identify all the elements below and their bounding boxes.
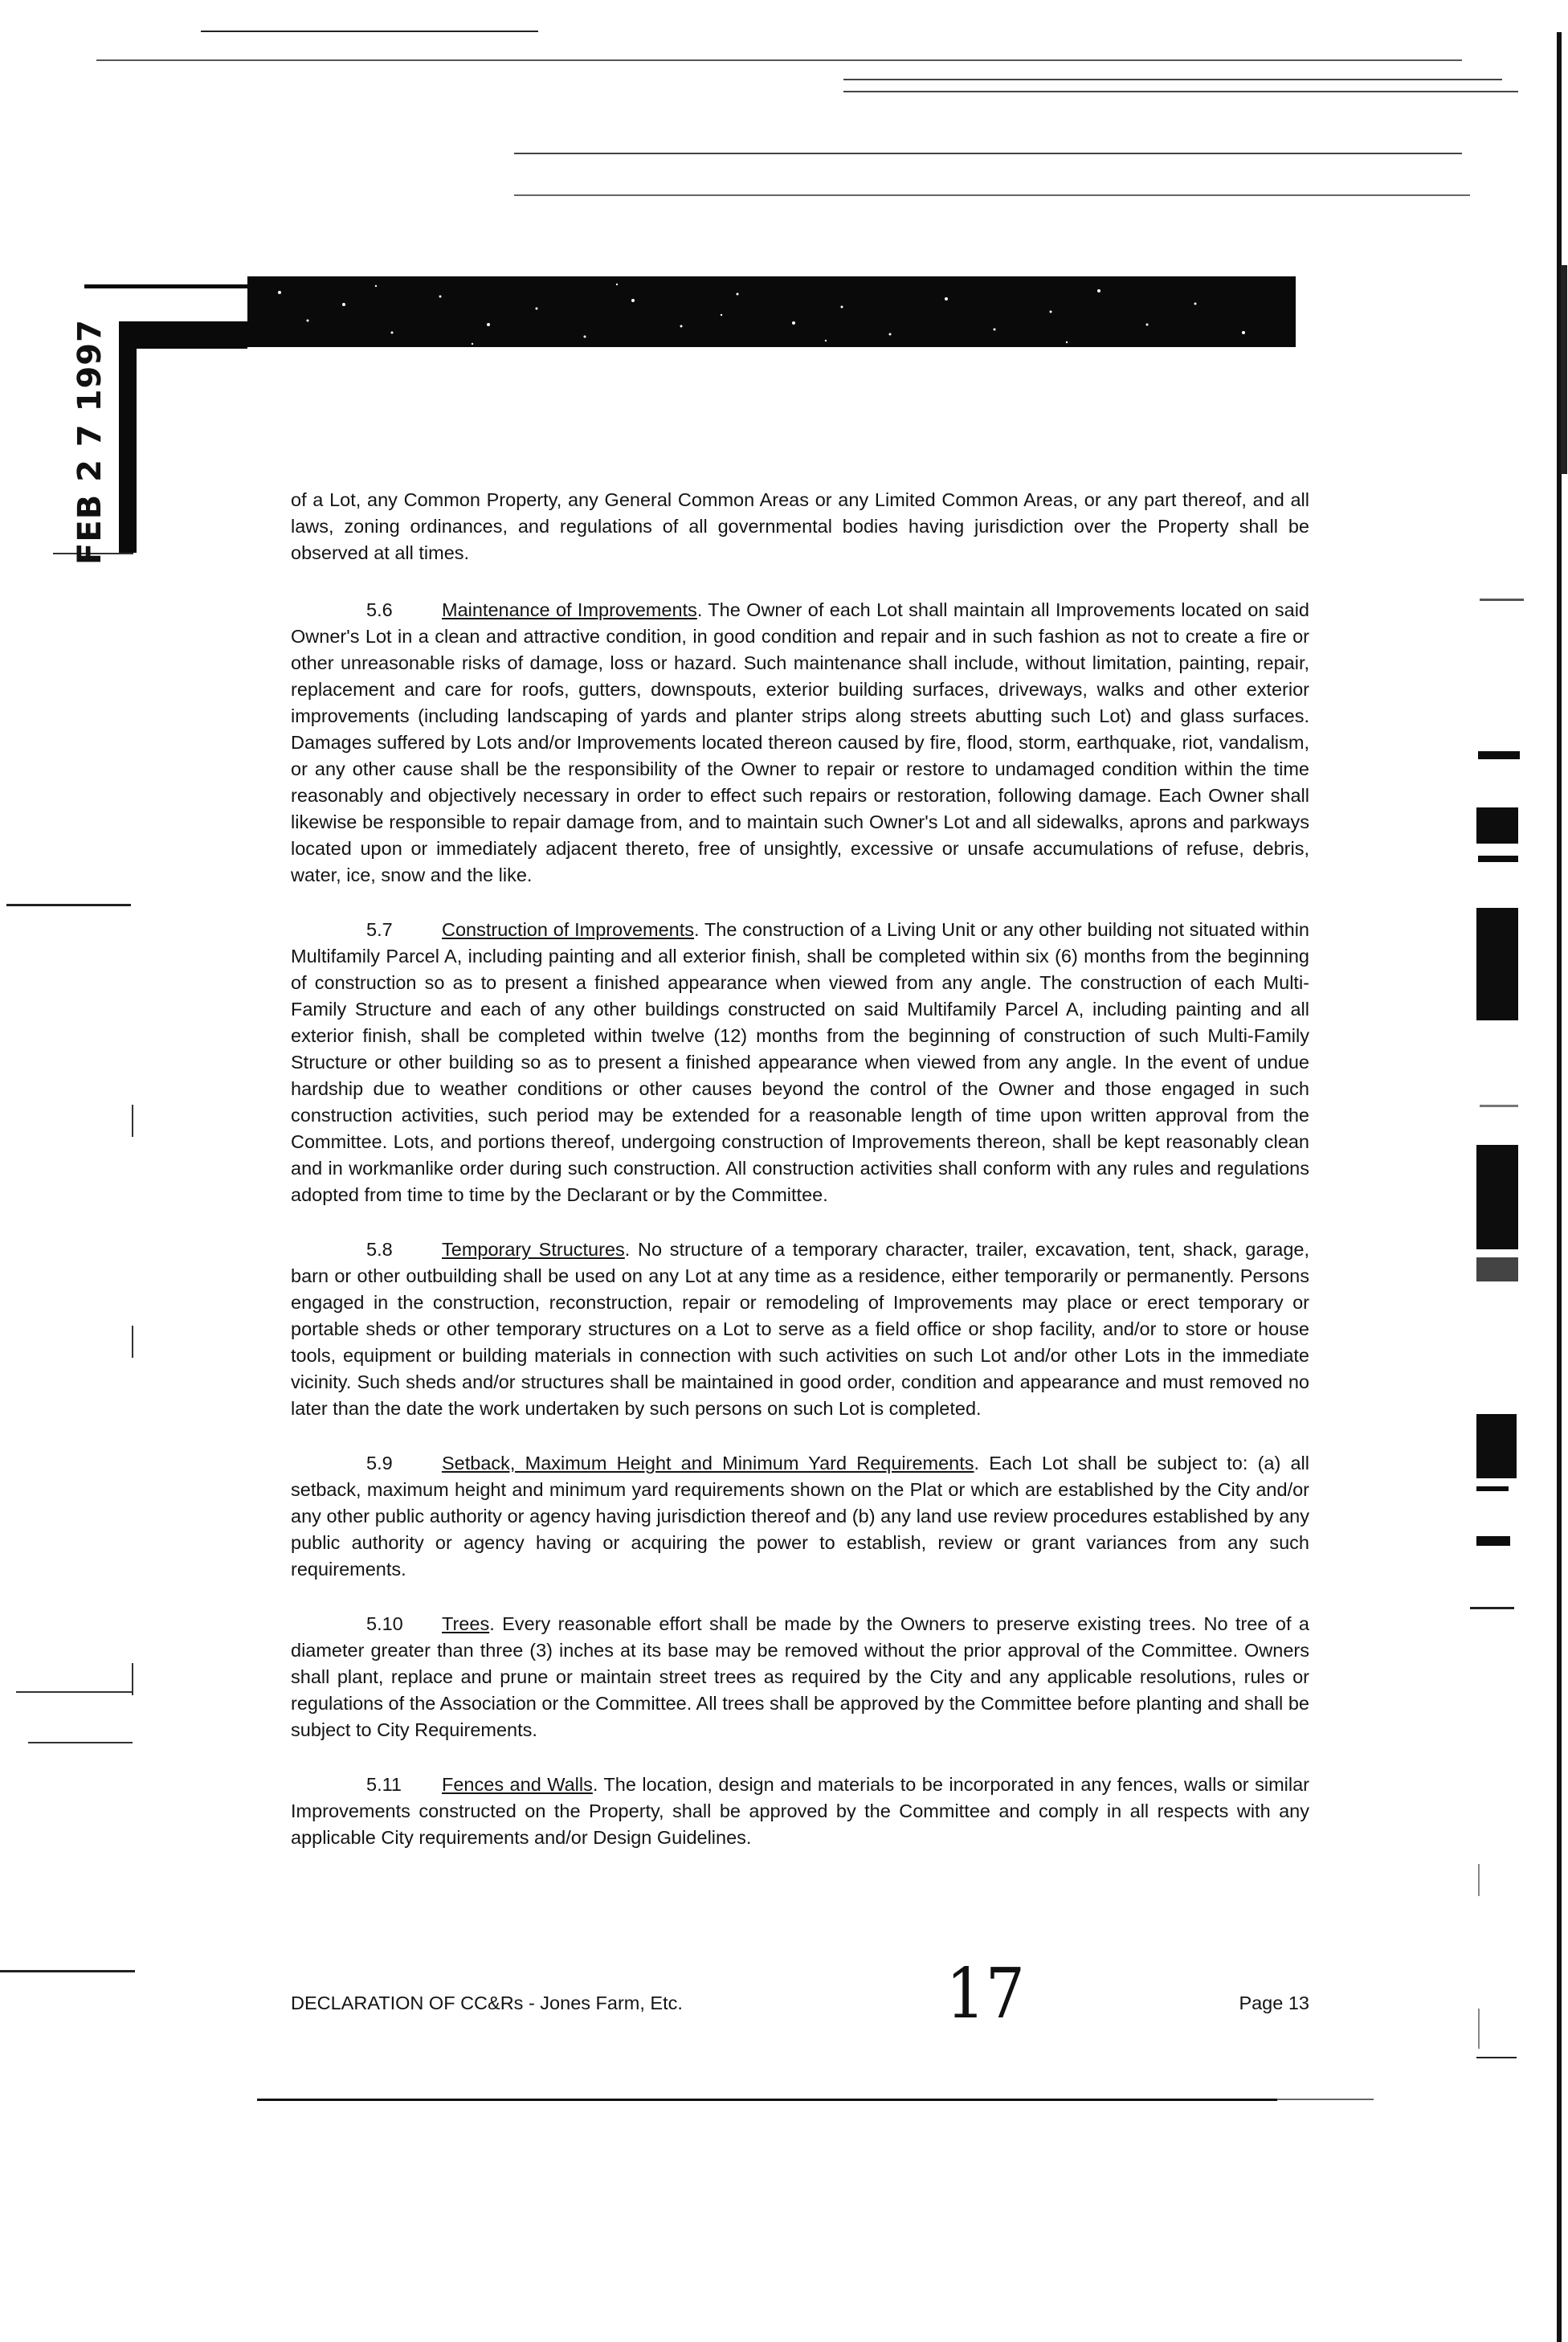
scan-mark [1480, 1105, 1518, 1107]
scan-mark [1478, 856, 1518, 862]
scan-line [16, 1691, 133, 1693]
scan-mark [132, 1105, 133, 1137]
scan-line [6, 904, 131, 906]
scan-right-edge [1561, 265, 1567, 474]
scan-speckles [247, 276, 1296, 347]
section-heading: Maintenance of Improvements [442, 599, 697, 620]
paragraph-text: of a Lot, any Common Property, any General Common Areas or any Limited Common Areas, or any part thereof, and all laws, zoning ordinances, and regulations of all governmental bodies having jurisdiction over the Property shall be observed at all times. [291, 489, 1309, 563]
document-body [291, 487, 1309, 1879]
scan-mark [1480, 599, 1524, 601]
section-text: . Each Lot shall be subject to: (a) all setback, maximum height and minimum yard requirements shown on the Plat or which are established by the City and/or any other public authority or agency having jurisdiction thereof and (b) any land use review procedures established by any public authority or agency having or acquiring the power to establish, review or grant variances from any such requirements. [291, 1453, 1309, 1580]
section-heading: Temporary Structures [442, 1239, 625, 1260]
section-text: . No structure of a temporary character, trailer, excavation, tent, shack, garage, barn or other outbuilding shall be used on any Lot at any time as a residence, either temporarily or permanently. Persons engaged in the construction, reconstruction, repair or remodeling of Improvements may place or erect temporary or portable sheds or other temporary structures on a Lot to serve as a field office or shop facility, and/or to store or house tools, equipment or building materials in connection with such activities on such Lot and/or other Lots in the immediate vicinity. Such sheds and/or structures shall be maintained in good order, condition and appearance and must removed no later than the date the work undertaken by such persons on such Lot is completed. [291, 1239, 1309, 1419]
scan-mark [1478, 2009, 1480, 2049]
scan-mark [1476, 807, 1518, 844]
scan-mark [1478, 1864, 1480, 1896]
scan-mark [1476, 1257, 1518, 1281]
scan-line [201, 31, 538, 32]
scan-mark [132, 1326, 133, 1358]
scan-mark [1476, 2057, 1517, 2058]
footer-page-number: Page 13 [1239, 1993, 1309, 2013]
section-5-10 [291, 1611, 1309, 1743]
section-text: . The construction of a Living Unit or any other building not situated within Multifamily Parcel A, including painting and all exterior finish, shall be completed within six (6) months from the beginning of construction so as to present a finished appearance when viewed from any angle. The construction of each Multi-Family Structure and each of any other buildings constructed on said Multifamily Parcel A, including painting and all exterior finish, shall be completed within twelve (12) months from the beginning of construction of such Multi-Family Structure or other building so as to present a finished appearance when viewed from any angle. In the event of undue hardship due to weather conditions or other causes beyond the control of the Owner and those engaged in such construction activities, such period may be extended for a reasonable length of time upon written approval from the Committee. Lots, and portions thereof, undergoing construction of Improvements thereon, shall be kept reasonably clean and in workmanlike order during such construction. All construction activities shall conform with any rules and regulations adopted from time to time by the Declarant or by the Committee. [291, 919, 1309, 1205]
page-footer [291, 1954, 1309, 2041]
scan-mark [1476, 1536, 1510, 1546]
scan-line [514, 153, 1462, 154]
scan-line [257, 2099, 1277, 2101]
section-heading: Construction of Improvements [442, 919, 695, 940]
section-text: . The Owner of each Lot shall maintain all Improvements located on said Owner's Lot in a clean and attractive condition, in good condition and repair and in such fashion as not to create a fire or other unreasonable risks of damage, loss or hazard. Such maintenance shall include, without limitation, painting, repair, replacement and care for roofs, gutters, downspouts, exterior building surfaces, driveways, walks and other exterior improvements (including landscaping of yards and planter strips along streets abutting such Lot) and glass surfaces. Damages suffered by Lots and/or Improvements located thereon caused by fire, flood, storm, earthquake, riot, vandalism, or any other cause shall be the responsibility of the Owner to repair or restore to undamaged condition within the time reasonably and objectively necessary in order to effect such repairs or restoration, following damage. Each Owner shall likewise be responsible to repair damage from, and to maintain such Owner's Lot and all sidewalks, aprons and parkways located upon or immediately adjacent thereto, free of unsightly, excessive or unsafe accumulations of refuse, debris, water, ice, snow and the like. [291, 599, 1309, 885]
scan-line [96, 59, 1462, 61]
stamp-date: FEB 2 7 1997 [71, 319, 108, 565]
section-heading: Fences and Walls [442, 1774, 593, 1795]
scan-black-line [84, 284, 253, 288]
scan-mark [132, 1663, 133, 1695]
section-number: 5.8 [366, 1239, 393, 1260]
section-heading: Setback, Maximum Height and Minimum Yard Requirements [442, 1453, 974, 1473]
section-5-6 [291, 597, 1309, 889]
scan-mark [1476, 1486, 1509, 1491]
scan-mark [1476, 1414, 1517, 1478]
section-number: 5.6 [366, 599, 393, 620]
scan-line [843, 91, 1518, 92]
paragraph-continuation [291, 487, 1309, 566]
scan-line [514, 194, 1470, 196]
section-number: 5.10 [366, 1613, 403, 1634]
section-number: 5.9 [366, 1453, 393, 1473]
scan-mark [1478, 751, 1520, 759]
scan-mark [1476, 1145, 1518, 1249]
section-5-7 [291, 917, 1309, 1208]
section-text: . Every reasonable effort shall be made by the Owners to preserve existing trees. No tree of a diameter greater than three (3) inches at its base may be removed without the prior approval of the Committee. Owners shall plant, replace and prune or maintain street trees as required by the City and any applicable resolutions, rules or regulations of the Association or the Committee. All trees shall be approved by the Committee before planting and shall be subject to City Requirements. [291, 1613, 1309, 1740]
section-text: . The location, design and materials to be incorporated in any fences, walls or similar Improvements constructed on the Property, shall be approved by the Committee and comply in all respects with any applicable City requirements and/or Design Guidelines. [291, 1774, 1309, 1848]
scan-black-band [119, 321, 247, 349]
scan-line [0, 1970, 135, 1972]
section-heading: Trees [442, 1613, 490, 1634]
section-5-8 [291, 1236, 1309, 1422]
scan-mark [1476, 908, 1518, 1020]
section-number: 5.11 [366, 1774, 402, 1795]
scan-line [1277, 2099, 1374, 2100]
scan-mark [1470, 1607, 1514, 1609]
footer-title: DECLARATION OF CC&Rs - Jones Farm, Etc. [291, 1993, 683, 2013]
scan-line [28, 1742, 133, 1743]
scan-line [843, 79, 1502, 80]
section-5-11 [291, 1772, 1309, 1851]
received-date-stamp [42, 319, 138, 565]
handwritten-page-number: 17 [945, 1954, 1025, 2034]
section-number: 5.7 [366, 919, 393, 940]
section-5-9 [291, 1450, 1309, 1583]
